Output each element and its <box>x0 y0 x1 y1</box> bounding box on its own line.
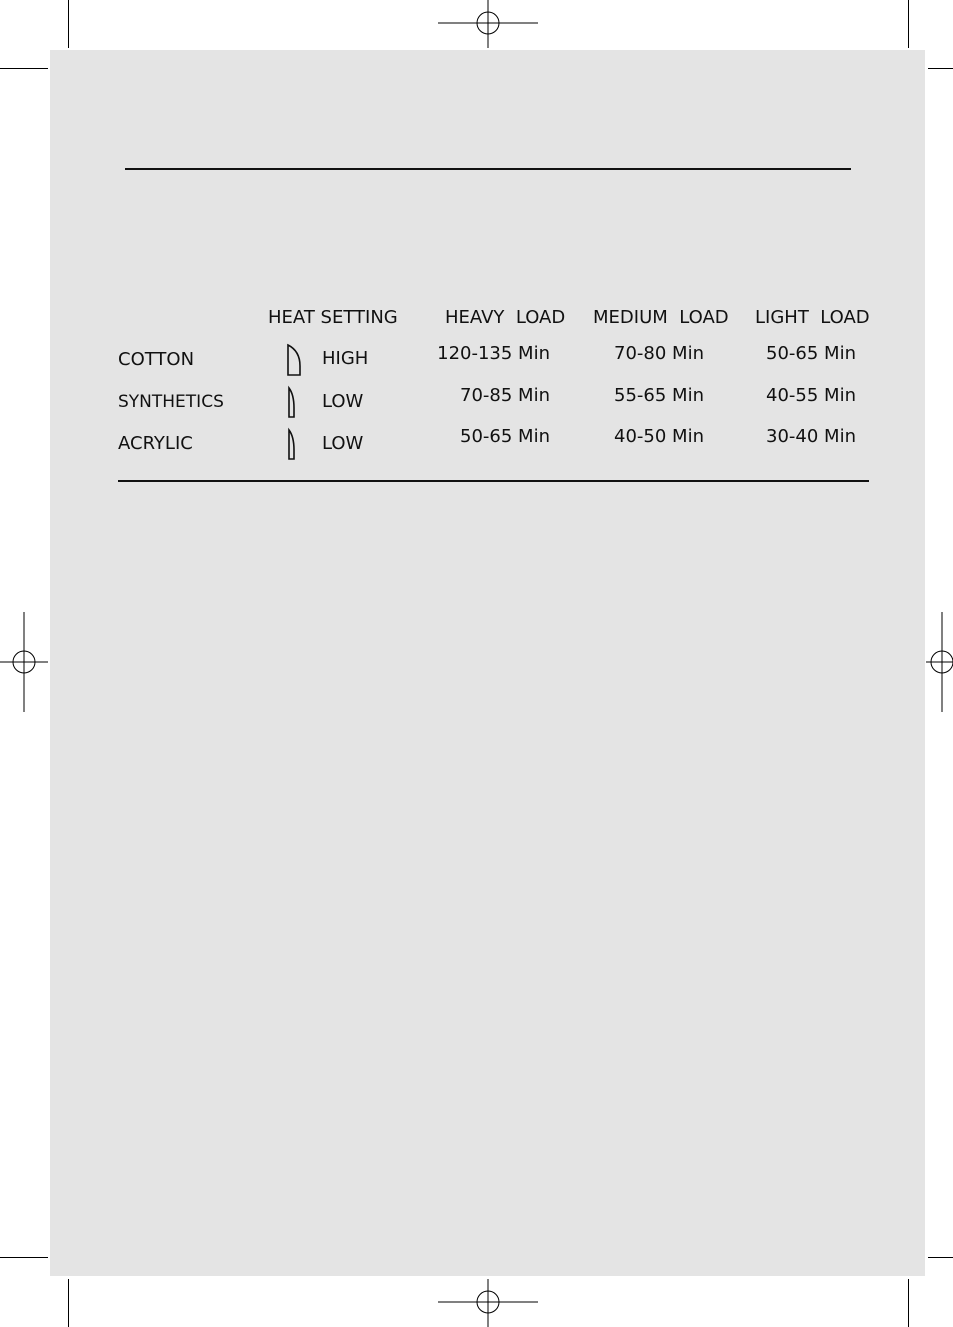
crop-mark <box>908 1279 909 1327</box>
light-load-time: 50-65 Min <box>766 343 856 364</box>
header-heat-setting: HEAT SETTING <box>268 307 398 328</box>
light-load-time: 40-55 Min <box>766 385 856 406</box>
crop-mark <box>0 68 48 69</box>
registration-target-icon <box>438 0 538 48</box>
medium-load-time: 40-50 Min <box>614 426 704 447</box>
crop-mark <box>908 0 909 48</box>
fabric-label: ACRYLIC <box>118 433 193 454</box>
heat-value: LOW <box>322 391 364 412</box>
light-load-time: 30-40 Min <box>766 426 856 447</box>
header-light-load: LIGHT LOAD <box>755 307 870 328</box>
iron-low-icon <box>284 384 298 420</box>
registration-target-icon <box>0 612 48 712</box>
fabric-label: SYNTHETICS <box>118 392 224 412</box>
heavy-load-time: 70-85 Min <box>460 385 550 406</box>
medium-load-time: 70-80 Min <box>614 343 704 364</box>
heat-value: LOW <box>322 433 364 454</box>
iron-high-icon <box>284 342 304 378</box>
header-medium-load: MEDIUM LOAD <box>593 307 729 328</box>
heat-value: HIGH <box>322 348 369 369</box>
header-heavy-load: HEAVY LOAD <box>445 307 566 328</box>
table-bottom-rule <box>118 480 869 482</box>
crop-mark <box>68 0 69 48</box>
medium-load-time: 55-65 Min <box>614 385 704 406</box>
registration-target-icon <box>926 612 953 712</box>
crop-mark <box>928 1257 953 1258</box>
registration-target-icon <box>438 1279 538 1327</box>
crop-mark <box>68 1279 69 1327</box>
fabric-label: COTTON <box>118 349 195 370</box>
iron-low-icon <box>284 426 298 462</box>
document-page <box>50 50 925 1276</box>
top-rule <box>125 168 851 170</box>
crop-mark <box>928 68 953 69</box>
heavy-load-time: 50-65 Min <box>460 426 550 447</box>
crop-mark <box>0 1257 48 1258</box>
heavy-load-time: 120-135 Min <box>437 343 550 364</box>
